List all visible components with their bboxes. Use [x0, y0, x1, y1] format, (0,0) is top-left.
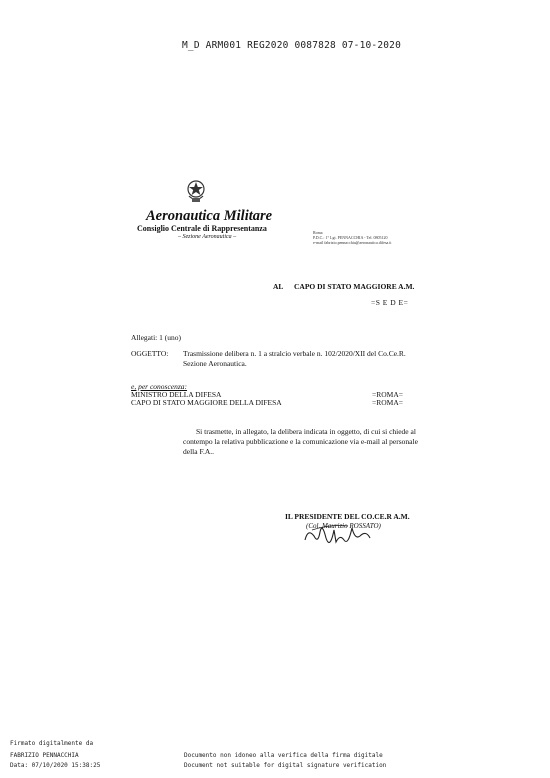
digital-signature-signer: FABRIZIO PENNACCHIA — [10, 752, 79, 759]
cc-location: =ROMA= — [372, 390, 403, 399]
organization-name: Aeronautica Militare — [146, 208, 273, 224]
digital-signature-date: Data: 07/10/2020 15:38:25 — [10, 762, 101, 769]
subject-label: OGGETTO: — [131, 349, 169, 358]
cc-recipient: MINISTRO DELLA DIFESA — [131, 390, 222, 399]
cc-recipient: CAPO DI STATO MAGGIORE DELLA DIFESA — [131, 398, 282, 407]
body-paragraph: Si trasmette, in allegato, la delibera indicata in oggetto, di cui si chiede al — [196, 427, 416, 436]
addressee: CAPO DI STATO MAGGIORE A.M. — [294, 282, 415, 291]
council-name: Consiglio Centrale di Rappresentanza — [137, 224, 267, 233]
addressee-location: =S E D E= — [371, 298, 409, 307]
digital-signature-label: Firmato digitalmente da — [10, 740, 94, 747]
section-name: – Sezione Aeronautica – — [178, 234, 237, 240]
attachments-line: Allegati: 1 (uno) — [131, 333, 181, 342]
cc-location: =ROMA= — [372, 398, 403, 407]
italian-republic-emblem-icon — [185, 178, 207, 204]
addressee-prefix: AL — [273, 282, 284, 291]
verification-notice-it: Documento non idoneo alla verifica della firma digitale — [184, 752, 383, 759]
subject-text: Sezione Aeronautica. — [183, 359, 247, 368]
subject-text: Trasmissione delibera n. 1 a stralcio verbale n. 102/2020/XII del Co.Ce.R. — [183, 349, 406, 358]
body-paragraph: contempo la relativa pubblicazione e la comunicazione via e-mail al personale — [183, 437, 418, 446]
signer-name: (Col. Maurizio ROSSATO) — [306, 522, 381, 530]
cc-heading: e, per conoscenza: — [131, 382, 188, 391]
signer-title: IL PRESIDENTE DEL CO.CE.R A.M. — [285, 512, 410, 521]
contact-city: Roma — [313, 230, 323, 235]
contact-person: P.D.C.: 1° Lgt. PENNACCHIA - Tel. 0805120 — [313, 235, 388, 240]
body-paragraph: della F.A.. — [183, 447, 215, 456]
contact-email: e-mail fabrizio.pennacchia@aeronautica.difesa.it — [313, 240, 392, 245]
protocol-number: M_D ARM001 REG2020 0087828 07-10-2020 — [182, 40, 402, 51]
verification-notice-en: Document not suitable for digital signature verification — [184, 762, 387, 769]
